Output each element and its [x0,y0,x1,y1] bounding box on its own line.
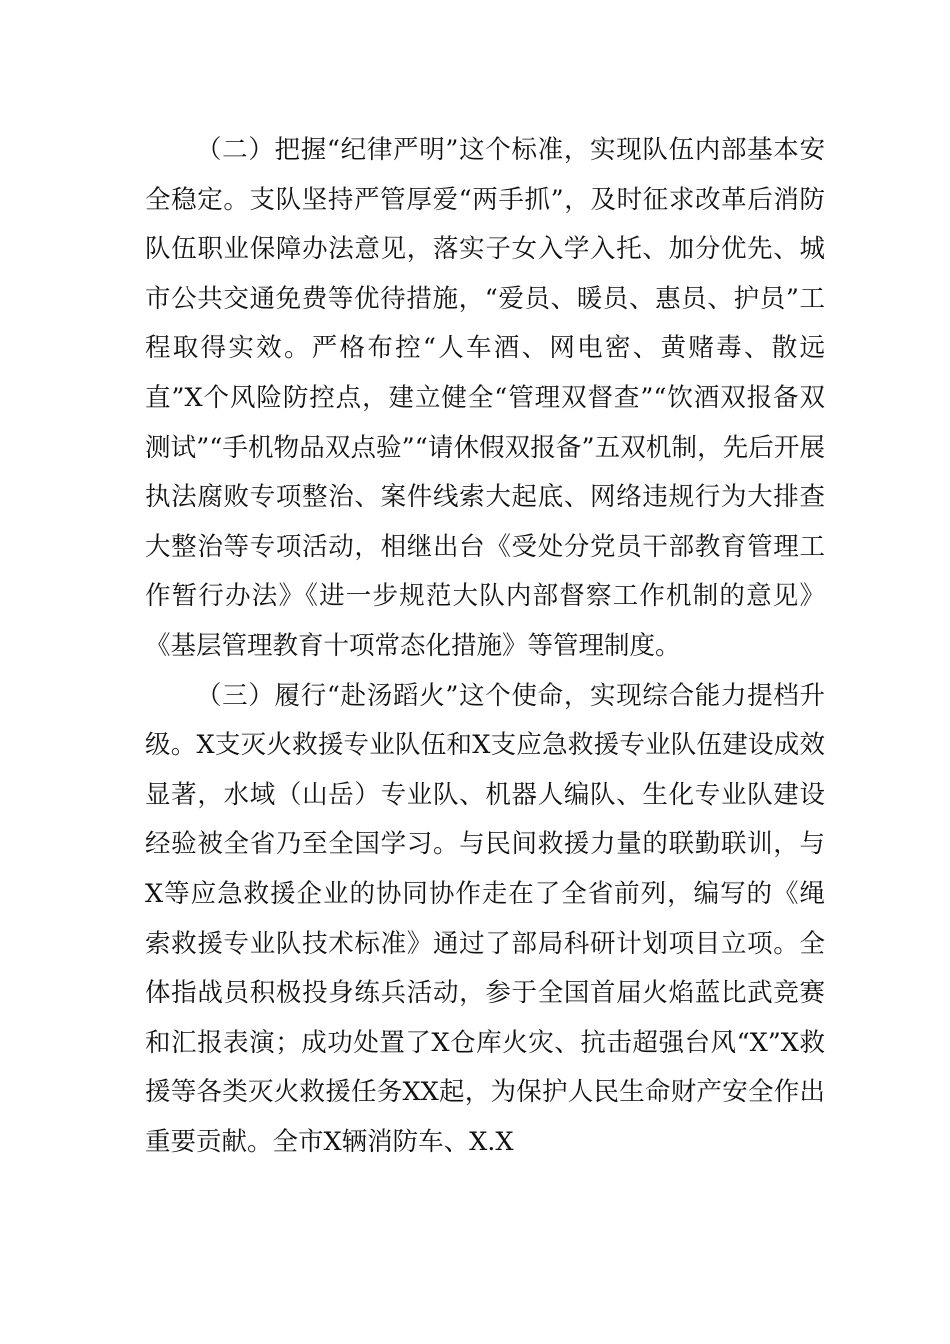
document-body [145,126,825,1167]
paragraph-mission: （三）履行“赴汤蹈火”这个使命，实现综合能力提档升级。X支灭火救援专业队伍和X支应急救援专业队伍建设成效显著，水域（山岳）专业队、机器人编队、生化专业队建设经验被全省乃至全国学习。与民间救援力量的联勤联训，与X等应急救援企业的协同协作走在了全省前列，编写的《绳索救援专业队技术标准》通过了部局科研计划项目立项。全体指战员积极投身练兵活动，参于全国首届火焰蓝比武竞赛和汇报表演；成功处置了X仓库火灾、抗击超强台风“X”X救援等各类灭火救援任务XX起，为保护人民生命财产安全作出重要贡献。全市X辆消防车、X.X [145,680,825,1157]
paragraph-discipline: （二）把握“纪律严明”这个标准，实现队伍内部基本安全稳定。支队坚持严管厚爱“两手抓”，及时征求改革后消防队伍职业保障办法意见，落实子女入学入托、加分优先、城市公共交通免费等优待措施，“爱员、暖员、惠员、护员”工程取得实效。严格布控“人车酒、网电密、黄赌毒、散远直”X个风险防控点，建立健全“管理双督查”“饮酒双报备双测试”“手机物品双点验”“请休假双报备”五双机制，先后开展执法腐败专项整治、案件线索大起底、网络违规行为大排查大整治等专项活动，相继出台《受处分党员干部教育管理工作暂行办法》《进一步规范大队内部督察工作机制的意见》《基层管理教育十项常态化措施》等管理制度。 [145,135,825,661]
